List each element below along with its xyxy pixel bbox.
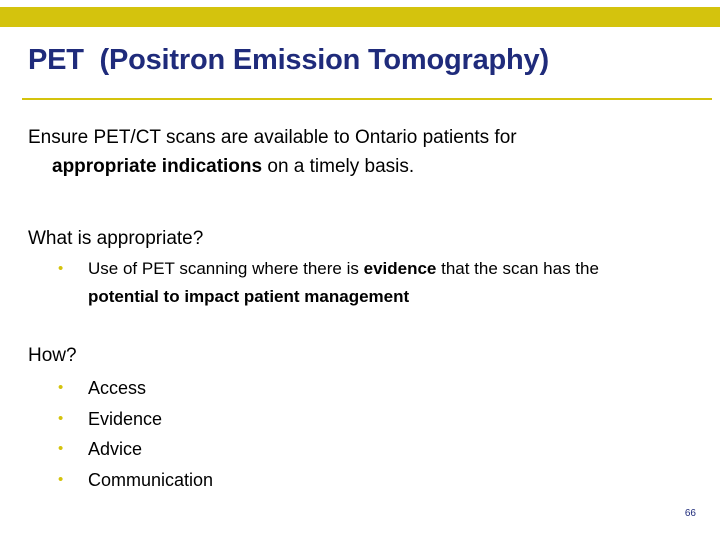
how-heading: How?	[28, 345, 77, 366]
intro-emphasis: appropriate indications	[52, 156, 263, 177]
bullet-icon: •	[58, 409, 64, 427]
list-item	[28, 434, 213, 465]
page-number: 66	[684, 508, 696, 519]
intro-line-2	[28, 156, 414, 177]
how-item-evidence: Evidence	[88, 408, 163, 429]
title-divider	[22, 98, 712, 100]
what-bullet-item	[28, 255, 708, 311]
bullet-icon: •	[58, 470, 64, 488]
what-bullet-emphasis-1: evidence	[363, 259, 437, 278]
what-heading: What is appropriate?	[28, 228, 204, 249]
what-bullet-list	[28, 255, 708, 311]
list-item	[28, 465, 213, 496]
what-bullet-text-2: that the scan has the	[436, 259, 599, 278]
intro-line-2-rest: on a timely basis.	[262, 156, 415, 177]
top-accent-bar	[0, 7, 720, 27]
list-item	[28, 373, 213, 404]
what-bullet-emphasis-2: potential to impact patient management	[88, 287, 410, 306]
bullet-icon: •	[58, 379, 64, 396]
list-item	[28, 404, 213, 435]
how-bullet-list	[28, 373, 213, 495]
slide-title: PET (Positron Emission Tomography)	[28, 44, 549, 76]
how-item-access: Access	[88, 378, 147, 398]
intro-paragraph	[28, 123, 517, 181]
intro-line-1: Ensure PET/CT scans are available to Ontario patients for	[28, 127, 517, 148]
what-bullet-text-1: Use of PET scanning where there is	[88, 259, 364, 278]
how-item-advice: Advice	[88, 439, 143, 459]
bullet-icon: •	[58, 260, 64, 277]
how-item-communication: Communication	[88, 469, 214, 490]
bullet-icon: •	[58, 440, 64, 457]
